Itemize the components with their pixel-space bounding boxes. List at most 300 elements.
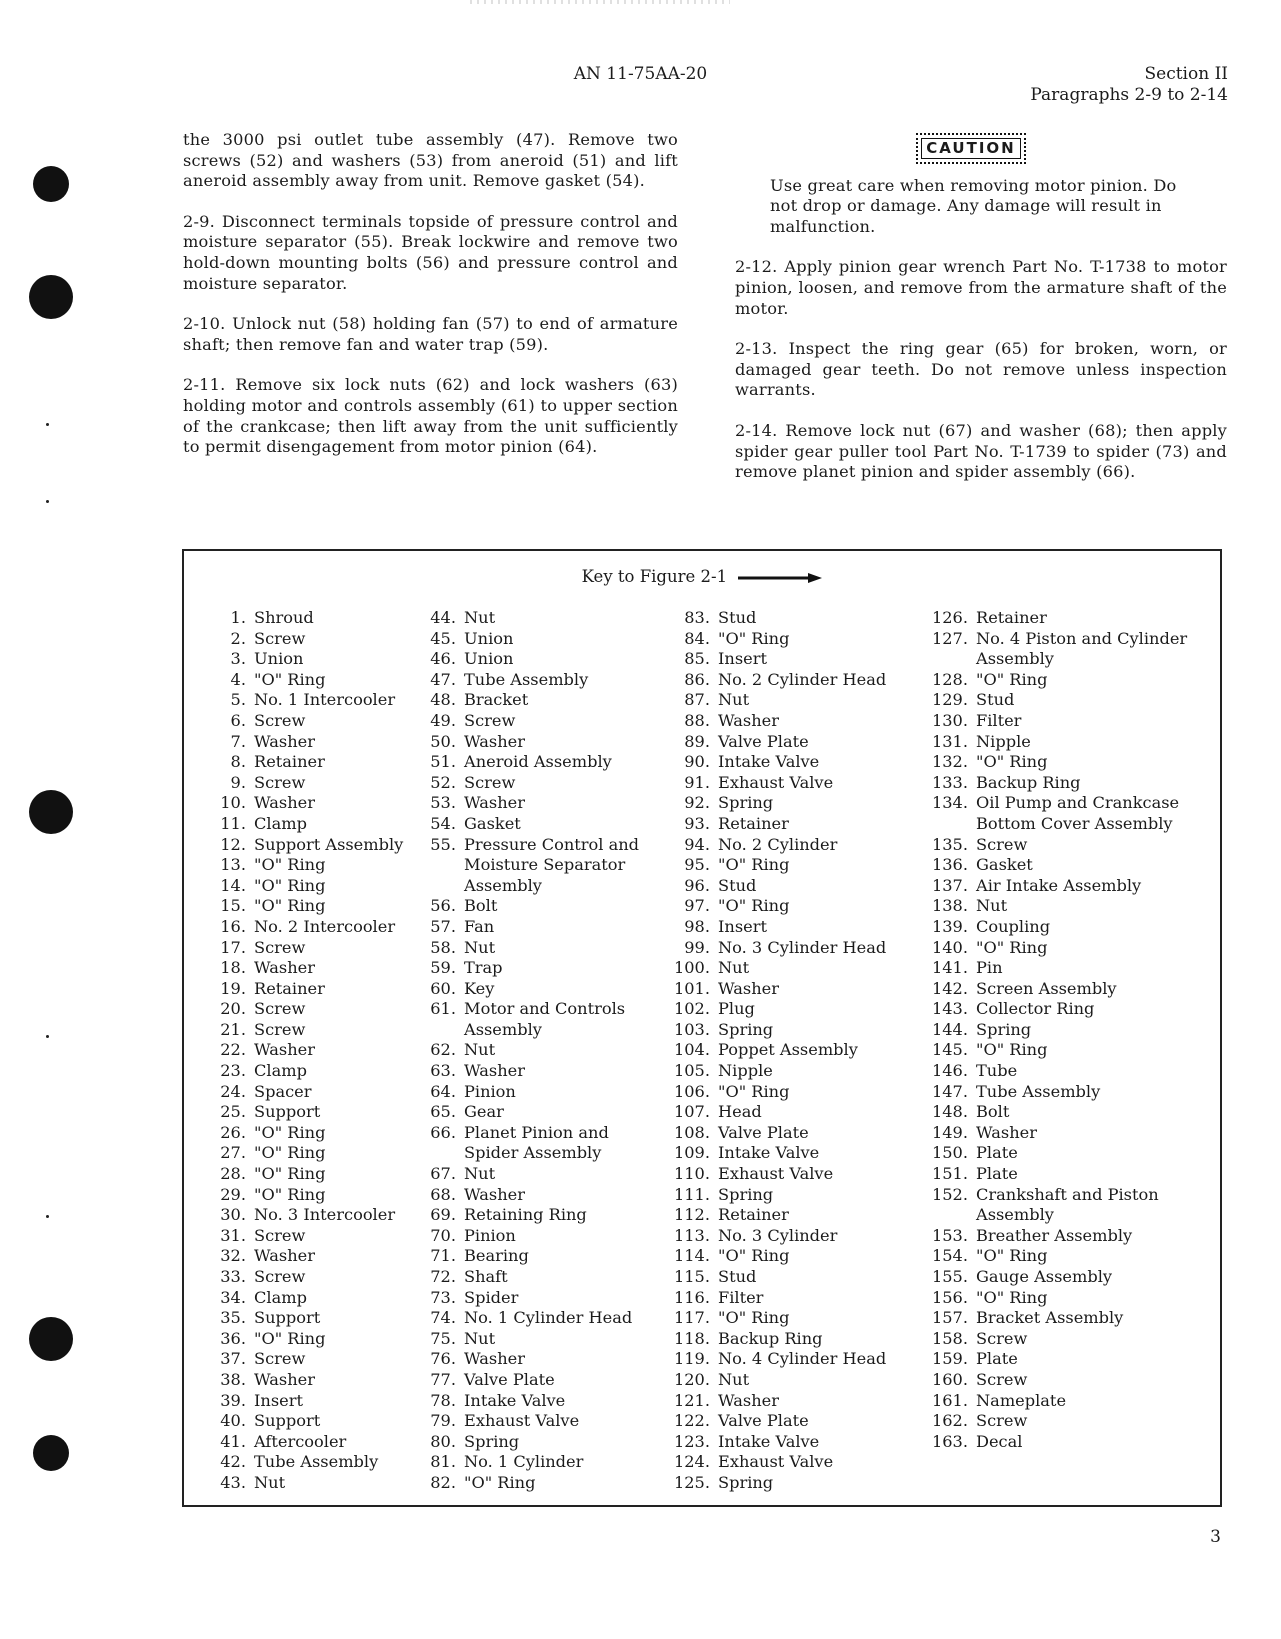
key-list-item [916, 958, 1216, 979]
key-item-label: Bearing [464, 1246, 529, 1266]
key-item-number: 73. [430, 1287, 456, 1307]
key-column-2 [404, 608, 654, 1494]
key-list-item [194, 917, 404, 938]
key-item-number: 3. [230, 649, 246, 669]
key-list-item [404, 649, 654, 670]
key-list-item [404, 1246, 654, 1267]
key-list-item [658, 917, 918, 938]
key-list-item [658, 1205, 918, 1226]
key-item-label: Washer [254, 958, 315, 978]
key-title-text: Key to Figure 2-1 [581, 567, 728, 586]
key-item-label: Valve Plate [464, 1369, 555, 1389]
key-item-label: "O" Ring [976, 669, 1048, 689]
key-item-number: 76. [430, 1349, 456, 1369]
key-list-item [194, 608, 404, 629]
arrow-right-icon [738, 572, 822, 584]
key-item-number: 131. [931, 731, 968, 751]
key-item-number: 106. [673, 1081, 710, 1101]
key-item-number: 121. [673, 1390, 710, 1410]
key-list-item [404, 1391, 654, 1412]
key-list-item [916, 773, 1216, 794]
key-item-label: Washer [254, 1246, 315, 1266]
key-list-item [194, 814, 404, 835]
key-item-number: 17. [220, 937, 246, 957]
key-item-number: 31. [220, 1225, 246, 1245]
key-list-item [194, 1288, 404, 1309]
key-item-label: Intake Valve [718, 752, 820, 772]
key-item-number: 108. [673, 1122, 710, 1142]
key-item-number: 55. [430, 834, 456, 854]
key-list-item [194, 670, 404, 691]
key-item-number: 94. [684, 834, 710, 854]
figure-key-box [182, 549, 1222, 1507]
key-item-label: "O" Ring [254, 855, 326, 875]
key-item-label: Valve Plate [718, 1122, 809, 1142]
key-item-label: Plate [976, 1143, 1018, 1163]
key-list-item [194, 1246, 404, 1267]
key-list-item [658, 1391, 918, 1412]
key-item-number: 85. [684, 649, 710, 669]
key-item-label: Shroud [254, 608, 314, 627]
key-item-number: 157. [931, 1308, 968, 1328]
key-item-number: 37. [220, 1349, 246, 1369]
key-item-label: Breather Assembly [976, 1225, 1133, 1245]
key-item-number: 117. [673, 1308, 710, 1328]
key-list-item [658, 814, 918, 835]
key-item-label: Union [254, 649, 304, 669]
key-list-item [404, 608, 654, 629]
key-list-item [194, 1349, 404, 1370]
key-item-number: 26. [220, 1122, 246, 1142]
key-list-item [658, 649, 918, 670]
key-item-label: Poppet Assembly [718, 1040, 858, 1060]
key-item-number: 70. [430, 1225, 456, 1245]
key-item-label: No. 4 Piston and Cylinder Assembly [976, 628, 1188, 669]
key-item-number: 147. [931, 1081, 968, 1101]
key-list-item [194, 1308, 404, 1329]
key-item-number: 8. [230, 752, 246, 772]
key-item-label: Screw [254, 1019, 306, 1039]
figure-key-title [184, 567, 1220, 586]
key-item-label: "O" Ring [254, 1184, 326, 1204]
key-list-item [404, 690, 654, 711]
key-item-label: Intake Valve [464, 1390, 566, 1410]
key-item-label: Insert [718, 916, 767, 936]
key-item-number: 107. [673, 1102, 710, 1122]
key-list-item [194, 793, 404, 814]
key-item-number: 89. [684, 731, 710, 751]
key-item-number: 15. [220, 896, 246, 916]
key-item-label: Coupling [976, 916, 1051, 936]
key-item-number: 87. [684, 690, 710, 710]
key-item-label: Nut [718, 1369, 750, 1389]
key-item-label: "O" Ring [254, 875, 326, 895]
key-list-item [404, 1267, 654, 1288]
key-list-item [404, 1452, 654, 1473]
key-item-number: 21. [220, 1019, 246, 1039]
key-item-label: Screw [254, 628, 306, 648]
key-item-number: 132. [931, 752, 968, 772]
key-item-label: "O" Ring [976, 1040, 1048, 1060]
key-column-3 [658, 608, 918, 1494]
key-item-label: Retaining Ring [464, 1205, 587, 1225]
key-list-item [404, 1123, 654, 1164]
scan-dot [46, 1215, 49, 1218]
key-list-item [658, 670, 918, 691]
key-list-item [658, 690, 918, 711]
key-item-label: Bolt [976, 1102, 1010, 1122]
key-list-item [916, 1370, 1216, 1391]
key-item-label: Key [464, 978, 495, 998]
key-item-number: 30. [220, 1205, 246, 1225]
key-item-label: Screw [464, 710, 516, 730]
key-item-number: 11. [220, 813, 246, 833]
key-item-number: 13. [220, 855, 246, 875]
binder-hole [29, 790, 73, 834]
key-item-number: 111. [673, 1184, 710, 1204]
key-list-item [658, 1164, 918, 1185]
key-list-item [916, 1164, 1216, 1185]
key-item-number: 158. [931, 1328, 968, 1348]
key-item-label: Plug [718, 999, 755, 1019]
key-item-number: 64. [430, 1081, 456, 1101]
key-item-label: Exhaust Valve [464, 1411, 580, 1431]
key-item-label: Trap [464, 958, 503, 978]
key-item-label: Backup Ring [718, 1328, 823, 1348]
key-list-item [916, 690, 1216, 711]
key-list-item [916, 1061, 1216, 1082]
key-list-item [404, 711, 654, 732]
key-list-item [404, 896, 654, 917]
key-list-item [658, 1411, 918, 1432]
key-item-label: Screw [976, 1328, 1028, 1348]
key-item-label: No. 3 Cylinder [718, 1225, 838, 1245]
key-list-item [916, 1185, 1216, 1226]
key-item-label: Spring [718, 1472, 774, 1492]
key-list-item [194, 690, 404, 711]
key-item-number: 124. [673, 1452, 710, 1472]
key-item-number: 49. [430, 710, 456, 730]
key-item-number: 102. [673, 999, 710, 1019]
key-item-label: Stud [976, 690, 1015, 710]
key-item-label: Clamp [254, 813, 307, 833]
scan-dot [46, 423, 49, 426]
key-item-number: 155. [931, 1267, 968, 1286]
key-item-number: 44. [430, 608, 456, 627]
key-item-label: No. 1 Cylinder [464, 1452, 584, 1472]
key-item-label: Insert [254, 1390, 303, 1410]
key-item-number: 150. [931, 1143, 968, 1163]
key-list-item [194, 938, 404, 959]
key-item-label: Spring [976, 1019, 1032, 1039]
key-list-item [916, 670, 1216, 691]
key-list-item [658, 1061, 918, 1082]
key-list-item [194, 876, 404, 897]
key-list-item [404, 1061, 654, 1082]
key-item-number: 125. [673, 1472, 710, 1492]
key-item-number: 82. [430, 1472, 456, 1492]
key-item-number: 99. [684, 937, 710, 957]
key-item-label: Washer [464, 1061, 525, 1081]
key-list-item [404, 1288, 654, 1309]
key-item-label: Gasket [976, 855, 1033, 875]
key-list-item [194, 1432, 404, 1453]
key-list-item [658, 938, 918, 959]
key-list-item [194, 1205, 404, 1226]
key-item-number: 58. [430, 937, 456, 957]
key-list-item [194, 732, 404, 753]
key-item-label: Filter [976, 710, 1022, 730]
key-list-item [404, 629, 654, 650]
key-list-item [916, 629, 1216, 670]
binder-hole [29, 1317, 73, 1361]
key-item-label: Washer [254, 1040, 315, 1060]
key-item-number: 122. [673, 1411, 710, 1431]
key-list-item [916, 711, 1216, 732]
key-list-item [916, 1020, 1216, 1041]
key-list-item [404, 793, 654, 814]
key-item-number: 41. [220, 1431, 246, 1451]
key-item-number: 81. [430, 1452, 456, 1472]
key-item-number: 88. [684, 710, 710, 730]
key-item-label: Screw [976, 1411, 1028, 1431]
key-item-label: Washer [718, 1390, 779, 1410]
key-item-number: 161. [931, 1390, 968, 1410]
key-item-label: Bracket Assembly [976, 1308, 1124, 1328]
key-list-item [916, 1040, 1216, 1061]
key-item-number: 53. [430, 793, 456, 813]
key-item-label: Stud [718, 608, 757, 627]
binder-hole [29, 275, 73, 319]
key-item-number: 23. [220, 1061, 246, 1081]
key-list-item [194, 958, 404, 979]
key-list-item [658, 629, 918, 650]
key-list-item [916, 1123, 1216, 1144]
key-list-item [658, 608, 918, 629]
key-item-label: No. 2 Cylinder [718, 834, 838, 854]
paragraph: 2-12. Apply pinion gear wrench Part No. T-1738 to motor pinion, loosen, and remove from the armature shaft of the motor. [735, 257, 1227, 318]
key-item-number: 105. [673, 1061, 710, 1081]
key-item-number: 78. [430, 1390, 456, 1410]
key-item-number: 25. [220, 1102, 246, 1122]
key-item-label: Union [464, 628, 514, 648]
key-item-label: Screw [464, 772, 516, 792]
key-item-label: Backup Ring [976, 772, 1081, 792]
scan-dot [46, 1035, 49, 1038]
key-item-label: Head [718, 1102, 762, 1122]
key-item-label: "O" Ring [254, 669, 326, 689]
key-item-number: 116. [673, 1287, 710, 1307]
key-item-label: No. 3 Intercooler [254, 1205, 396, 1225]
key-list-item [916, 835, 1216, 856]
key-list-item [194, 1040, 404, 1061]
key-item-label: Support Assembly [254, 834, 404, 854]
key-item-number: 9. [230, 772, 246, 792]
key-list-item [194, 1102, 404, 1123]
key-item-number: 130. [931, 710, 968, 730]
key-list-item [658, 1370, 918, 1391]
key-item-label: Planet Pinion and Spider Assembly [464, 1122, 609, 1163]
caution-box [735, 133, 1227, 164]
key-list-item [404, 1082, 654, 1103]
key-item-number: 92. [684, 793, 710, 813]
right-column [735, 133, 1227, 503]
paragraph: the 3000 psi outlet tube assembly (47). Remove two screws (52) and washers (53) from aneroid (51) and lift aneroid assembly away from unit. Remove gasket (54). [183, 130, 678, 191]
key-item-number: 159. [931, 1349, 968, 1369]
key-list-item [404, 1329, 654, 1350]
key-item-label: Screw [976, 834, 1028, 854]
key-item-number: 56. [430, 896, 456, 916]
key-list-item [916, 896, 1216, 917]
key-list-item [916, 917, 1216, 938]
key-item-number: 28. [220, 1164, 246, 1184]
key-list-item [194, 896, 404, 917]
key-item-label: "O" Ring [254, 1164, 326, 1184]
key-item-label: Retainer [254, 752, 325, 772]
key-item-number: 112. [673, 1205, 710, 1225]
key-item-label: Washer [464, 793, 525, 813]
key-list-item [194, 1061, 404, 1082]
key-list-item [916, 1226, 1216, 1247]
key-list-item [404, 835, 654, 897]
binder-hole [33, 166, 69, 202]
key-item-label: Crankshaft and Piston Assembly [976, 1184, 1159, 1225]
key-item-label: Insert [718, 649, 767, 669]
key-item-number: 32. [220, 1246, 246, 1266]
key-item-number: 101. [673, 978, 710, 998]
key-item-label: Pressure Control and Moisture Separator Assembly [464, 834, 640, 895]
key-item-number: 143. [931, 999, 968, 1019]
key-item-number: 152. [931, 1184, 968, 1204]
key-item-label: Tube Assembly [976, 1081, 1101, 1101]
key-item-label: Spring [718, 1184, 774, 1204]
key-item-number: 74. [430, 1308, 456, 1328]
key-list-item [658, 732, 918, 753]
key-item-number: 47. [430, 669, 456, 689]
key-list-item [658, 979, 918, 1000]
key-item-number: 141. [931, 958, 968, 978]
key-item-label: Spring [718, 1019, 774, 1039]
key-list-item [194, 1143, 404, 1164]
key-list-item [916, 752, 1216, 773]
key-item-label: Washer [254, 731, 315, 751]
key-item-label: Bracket [464, 690, 529, 710]
key-item-number: 103. [673, 1019, 710, 1039]
key-item-label: Valve Plate [718, 1411, 809, 1431]
key-item-label: Washer [976, 1122, 1037, 1142]
key-item-label: Oil Pump and Crankcase Bottom Cover Assembly [976, 793, 1180, 833]
key-item-number: 65. [430, 1102, 456, 1122]
key-item-label: Screw [254, 772, 306, 792]
binder-hole [33, 1435, 69, 1471]
key-item-label: Gasket [464, 813, 521, 833]
key-item-label: Exhaust Valve [718, 1164, 834, 1184]
key-list-item [916, 1102, 1216, 1123]
key-item-label: Nut [464, 937, 496, 957]
key-list-item [916, 999, 1216, 1020]
key-item-number: 145. [931, 1040, 968, 1060]
key-item-label: Collector Ring [976, 999, 1095, 1019]
key-item-number: 162. [931, 1411, 968, 1431]
key-item-number: 46. [430, 649, 456, 669]
key-item-label: Clamp [254, 1061, 307, 1081]
key-list-item [194, 979, 404, 1000]
key-item-label: Exhaust Valve [718, 1452, 834, 1472]
key-item-number: 149. [931, 1122, 968, 1142]
key-item-label: Plate [976, 1164, 1018, 1184]
key-list-item [658, 1123, 918, 1144]
key-item-label: Fan [464, 916, 495, 936]
key-item-number: 14. [220, 875, 246, 895]
key-item-number: 48. [430, 690, 456, 710]
key-item-number: 72. [430, 1267, 456, 1286]
key-list-item [194, 711, 404, 732]
key-item-label: Screw [254, 1267, 306, 1286]
key-item-label: Stud [718, 1267, 757, 1286]
key-list-item [916, 855, 1216, 876]
key-item-number: 140. [931, 937, 968, 957]
paragraph: 2-14. Remove lock nut (67) and washer (68); then apply spider gear puller tool Part No. T-1739 to spider (73) and remove planet pinion and spider assembly (66). [735, 420, 1227, 482]
key-item-label: Screw [254, 999, 306, 1019]
key-item-number: 22. [220, 1040, 246, 1060]
key-item-label: Nut [718, 690, 750, 710]
key-item-number: 52. [430, 772, 456, 792]
key-list-item [658, 1452, 918, 1473]
key-list-item [404, 1226, 654, 1247]
key-list-item [658, 1020, 918, 1041]
key-list-item [658, 752, 918, 773]
key-item-number: 75. [430, 1328, 456, 1348]
key-item-label: No. 3 Cylinder Head [718, 937, 887, 957]
key-list-item [658, 1329, 918, 1350]
key-item-number: 100. [673, 958, 710, 978]
key-item-label: "O" Ring [718, 855, 790, 875]
key-item-label: Decal [976, 1431, 1023, 1451]
key-item-label: Nut [976, 896, 1008, 916]
key-list-item [404, 1185, 654, 1206]
key-list-item [194, 1267, 404, 1288]
key-item-label: Retainer [718, 813, 789, 833]
key-list-item [916, 608, 1216, 629]
key-list-item [916, 1308, 1216, 1329]
key-item-label: Aftercooler [254, 1431, 347, 1451]
key-item-number: 86. [684, 669, 710, 689]
key-list-item [194, 1020, 404, 1041]
key-item-number: 16. [220, 916, 246, 936]
key-item-number: 50. [430, 731, 456, 751]
key-item-number: 154. [931, 1246, 968, 1266]
key-list-item [658, 958, 918, 979]
key-item-number: 142. [931, 978, 968, 998]
key-item-number: 128. [931, 669, 968, 689]
key-item-number: 114. [673, 1246, 710, 1266]
key-item-number: 20. [220, 999, 246, 1019]
key-item-label: "O" Ring [976, 752, 1048, 772]
key-item-label: "O" Ring [254, 1143, 326, 1163]
key-item-label: Valve Plate [718, 731, 809, 751]
key-list-item [404, 1308, 654, 1329]
key-item-number: 95. [684, 855, 710, 875]
key-list-item [404, 1164, 654, 1185]
key-list-item [404, 1205, 654, 1226]
key-item-number: 68. [430, 1184, 456, 1204]
key-item-label: "O" Ring [718, 1308, 790, 1328]
key-item-label: "O" Ring [718, 1081, 790, 1101]
key-item-number: 91. [684, 772, 710, 792]
key-list-item [658, 876, 918, 897]
key-item-number: 133. [931, 772, 968, 792]
key-list-item [194, 835, 404, 856]
